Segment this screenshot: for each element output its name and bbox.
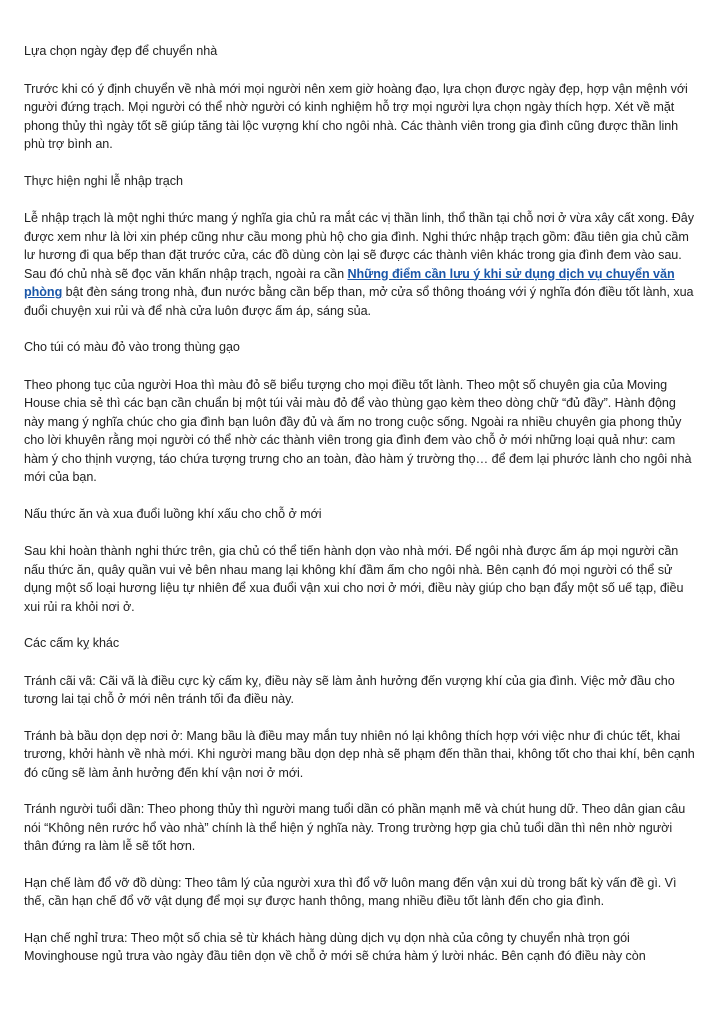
paragraph-with-link — [24, 209, 698, 320]
paragraph: Theo phong tục của người Hoa thì màu đỏ sẽ biểu tượng cho mọi điều tốt lành. Theo một số chuyên gia của Moving House chia sẻ thì các bạn cần chuẩn bị một túi vải màu đỏ để vào thùng gạo kèm theo dòng chữ “đủ đầy”. Hành động này mang ý nghĩa chúc cho gia đình bạn luôn đầy đủ và ấm no trong cuộc sống. Ngoài ra nhiều chuyên gia phong thủy cho lời khuyên rằng mọi người có thể nhờ các thành viên trong gia đình đem vào chỗ ở mới những loại quả như: cam hàm ý cho thịnh vượng, táo chứa tượng trưng cho an toàn, đào hàm ý trường thọ… để đem lại phước lành cho ngôi nhà mới của bạn. — [24, 377, 692, 484]
paragraph: Hạn chế làm đổ vỡ đồ dùng: Theo tâm lý của người xưa thì đổ vỡ luôn mang đến vận xui dù trong bất kỳ vấn đề gì. Vì thế, cần hạn chế đổ vỡ vật dụng để mọi sự được hanh thông, mang nhiều điều tốt lành đến cho gia đình. — [24, 875, 677, 908]
paragraph-text-after: bật đèn sáng trong nhà, đun nước bằng cần bếp than, mở cửa sổ thông thoáng với ý nghĩa đón điều tốt lành, xua đuổi chuyện xui rủi và để nhà cửa luôn được ấm áp, sáng sủa. — [24, 285, 694, 318]
section-heading: Nấu thức ăn và xua đuổi luồng khí xấu cho chỗ ở mới — [24, 506, 322, 521]
paragraph: Tránh bà bầu dọn dẹp nơi ở: Mang bầu là điều may mắn tuy nhiên nó lại không thích hợp với việc như đi chúc tết, khai trương, khởi hành về nhà mới. Khi người mang bầu dọn dẹp nhà sẽ phạm đến thần thai, không tốt cho thai khí, bên cạnh đó cũng sẽ làm ảnh hưởng đến khí vận nơi ở mới. — [24, 728, 695, 780]
paragraph: Sau khi hoàn thành nghi thức trên, gia chủ có thể tiến hành dọn vào nhà mới. Để ngôi nhà được ấm áp mọi người cần nấu thức ăn, quây quần vui vẻ bên nhau mang lại không khí đầm ấm cho ngôi nhà. Bên cạnh đó mọi người có thể sử dụng một số loại hương liệu tự nhiên để xua đuổi vận xui cho nơi ở mới, điều này giúp cho bạn đẩy một số uế tạp, điều xui rủi ra khỏi nơi ở. — [24, 544, 684, 614]
section-heading: Cho túi có màu đỏ vào trong thùng gạo — [24, 340, 240, 354]
paragraph-text-before: Lễ nhập trạch là một nghi thức mang ý nghĩa gia chủ ra mắt các vị thần linh, thổ thần tại chỗ nơi ở vừa xây cất xong. Đây được xem như là lời xin phép cũng như cầu mong phù hộ cho gia đình. Nghi thức nhập trạch gồm: đầu tiên gia chủ cầm lư hương đi qua bếp than đặt trước cửa, các đồ dùng còn lại sẽ được các thành viên khác trong gia đình đem vào sau. Sau đó chủ nhà sẽ đọc văn khấn nhập trạch, ngoài ra cần — [24, 211, 694, 281]
section-heading: Các cấm kỵ khác — [24, 636, 120, 650]
paragraph: Trước khi có ý định chuyển về nhà mới mọi người nên xem giờ hoàng đạo, lựa chọn được ngày đẹp, hợp vận mệnh với người đứng trạch. Mọi người có thể nhờ người có kinh nghiệm hỗ trợ mọi người lựa chọn ngày thích hợp. Xét về mặt phong thủy thì ngày tốt sẽ giúp tăng tài lộc vượng khí cho ngôi nhà. Các thành viên trong gia đình cũng được thần linh phù trợ bình an. — [24, 81, 688, 151]
paragraph: Tránh cãi vã: Cãi vã là điều cực kỳ cấm kỵ, điều này sẽ làm ảnh hưởng đến vượng khí của gia đình. Việc mở đầu cho tương lai tại chỗ ở mới nên tránh tối đa điều này. — [24, 673, 675, 706]
section-heading: Lựa chọn ngày đẹp để chuyển nhà — [24, 44, 218, 58]
office-moving-tips-link[interactable]: Những điểm cần lưu ý khi sử dụng dịch vụ chuyển văn phòng — [24, 266, 675, 299]
paragraph: Tránh người tuổi dần: Theo phong thủy thì người mang tuổi dần có phần mạnh mẽ và chút hung dữ. Theo dân gian câu nói “Không nên rước hổ vào nhà” chính là thể hiện ý nghĩa này. Trong trường hợp gia chủ tuổi dần thì nên nhờ người thân đứng ra làm lễ sẽ tốt hơn. — [24, 802, 686, 853]
section-heading: Thực hiện nghi lễ nhập trạch — [24, 173, 183, 188]
paragraph: Hạn chế nghỉ trưa: Theo một số chia sẻ từ khách hàng dùng dịch vụ dọn nhà của công ty chuyển nhà trọn gói Movinghouse ngủ trưa vào ngày đầu tiên dọn về chỗ ở mới sẽ chứa hàm ý lười nhác. Bên cạnh đó điều này còn — [24, 930, 646, 963]
